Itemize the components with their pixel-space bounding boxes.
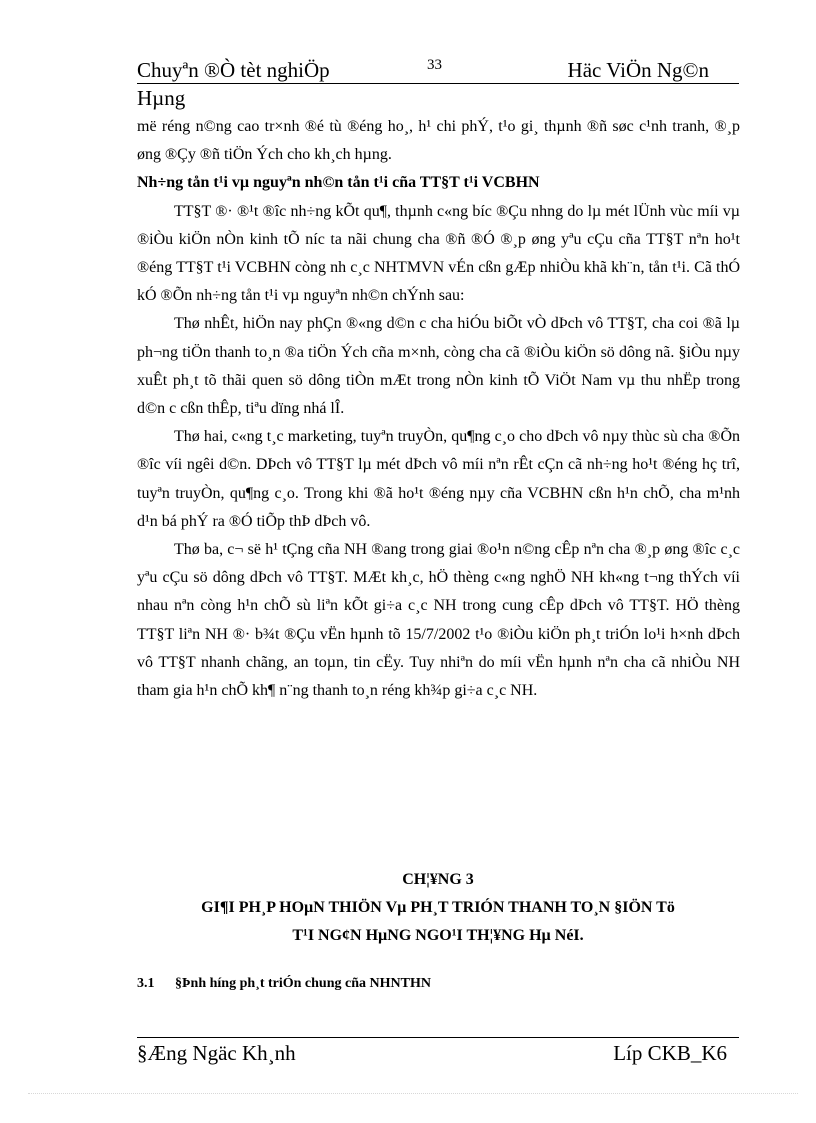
subheading-shortcomings: Nh÷ng tån t¹i vµ nguyªn nh©n tån t¹i cña TT§T t¹i VCBHN: [137, 174, 540, 192]
footer-rule: [137, 1037, 739, 1038]
chapter-title-line-1: GI¶I PH¸P HOµN THIÖN Vµ PH¸T TRIÓN THANH TO¸N §IÖN Tö: [201, 899, 675, 916]
footer-class: Líp CKB_K6: [613, 1041, 727, 1065]
paragraph-third-reason: Thø ba, c¬ së h¹ tÇng cña NH ®ang trong giai ®o¹n n©ng cÊp nªn cha ®¸p øng ®îc c¸c yªu cÇu sö dông dÞch vô TT§T. MÆt kh¸c, hÖ thèng c«ng nghÖ NH kh«ng t¬ng thÝch víi nhau nªn còng h¹n chÕ sù liªn kÕt gi÷a c¸c NH trong cung cÊp dÞch vô TT§T. HÖ thèng TT§T liªn NH ®· b¾t ®Çu vËn hµnh tõ 15/7/2002 t¹o ®iÒu kiÖn ph¸t triÓn lo¹i h×nh dÞch vô TT§T nhanh chãng, an toµn, tin cËy. Tuy nhiªn do míi vËn hµnh nªn cha cã nhiÒu NH tham gia h¹n chÕ kh¶ n¨ng thanh to¸n réng kh¾p gi÷a c¸c NH.: [137, 541, 740, 700]
paragraph-second-reason: Thø hai, c«ng t¸c marketing, tuyªn truyÒn, qu¶ng c¸o cho dÞch vô nµy thùc sù cha ®Õn ®îc víi ngêi d©n. DÞch vô TT§T lµ mét dÞch vô míi nªn rÊt cÇn cã nh÷ng ho¹t ®éng hç trî, tuyªn truyÒn, qu¶ng c¸o. Trong khi ®ã ho¹t ®éng nµy cña VCBHN cßn h¹n chÕ, cha m¹nh d¹n bá phÝ ra ®Ó tiÕp thÞ dÞch vô.: [137, 428, 740, 530]
header-institution: Häc ViÖn Ng©n: [567, 58, 709, 82]
section-number: 3.1: [137, 976, 155, 991]
paragraph-first-reason: Thø nhÊt, hiÖn nay phÇn ®«ng d©n c cha hiÓu biÕt vÒ dÞch vô TT§T, cha coi ®ã lµ ph¬ng tiÖn thanh to¸n ®a tiÖn Ých cña m×nh, còng cha cã ®iÒu kiÖn sö dông nã. §iÒu nµy xuÊt ph¸t tõ thãi quen sö dông tiÒn mÆt trong nÒn kinh tÕ ViÖt Nam vµ thu nhËp trong d©n c cßn thÊp, tiªu dïng nhá lÎ.: [137, 315, 740, 418]
chapter-title-line-2: T¹I NG¢N HµNG NGO¹I TH¦¥NG Hµ NéI.: [292, 927, 584, 944]
page-number: 33: [427, 57, 442, 73]
section-heading: [137, 976, 431, 992]
body-text: [137, 113, 740, 705]
page-bottom-edge: [28, 1093, 798, 1094]
chapter-heading: [137, 866, 739, 950]
section-title: §Þnh híng ph¸t triÓn chung cña NHNTHN: [175, 976, 431, 991]
paragraph-continuation: më réng n©ng cao tr×nh ®é tù ®éng ho¸, h¹ chi phÝ, t¹o gi¸ thµnh ®ñ søc c¹nh tranh, ®¸p øng ®Çy ®ñ tiÖn Ých cho kh¸ch hµng.: [137, 118, 740, 164]
page-header: [137, 58, 739, 84]
chapter-number: CH¦¥NG 3: [402, 871, 474, 888]
header-rule: [137, 83, 739, 84]
paragraph-intro: TT§T ®· ®¹t ®îc nh÷ng kÕt qu¶, thµnh c«ng bíc ®Çu nhng do lµ mét lÜnh vùc míi vµ ®iÒu kiÖn nÒn kinh tÕ níc ta nãi chung cha ®ñ ®Ó ®¸p øng yªu cÇu cña TT§T nªn ho¹t ®éng TT§T t¹i VCBHN còng nh c¸c NHTMVN vÉn cßn gÆp nhiÒu khã kh¨n, tån t¹i. Cã thÓ kÓ ®Õn nh÷ng tån t¹i vµ nguyªn nh©n chÝnh sau:: [137, 202, 740, 305]
footer-author: §Æng Ngäc Kh¸nh: [137, 1041, 296, 1065]
header-institution-continued: Hµng: [137, 86, 186, 110]
header-thesis-title: Chuyªn ®Ò tèt nghiÖp: [137, 58, 330, 82]
